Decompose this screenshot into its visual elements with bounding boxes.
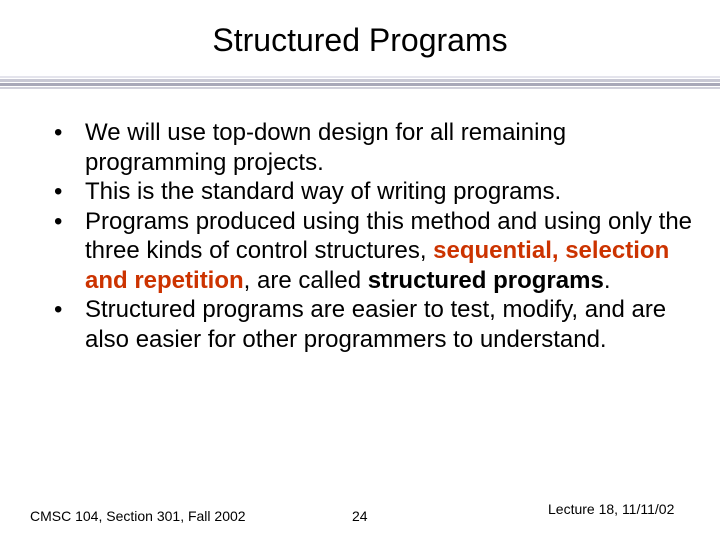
bullet-text-before: Programs produced using this method and using only the three kinds of control structures, xyxy=(85,207,693,264)
control-structures-highlight: sequential, selection and repetition xyxy=(85,237,670,294)
bullet-dot: • xyxy=(54,178,63,205)
structured-programs-term: structured programs xyxy=(367,266,604,294)
bullet-text: We will use top-down design for all remaining programming projects. xyxy=(85,119,567,176)
bullet-item xyxy=(54,177,694,207)
bullet-dot: • xyxy=(54,119,63,146)
footer-lecture: Lecture 18, 11/11/02 xyxy=(548,501,675,517)
bullet-text-after: . xyxy=(603,266,611,294)
bullet-text: This is the standard way of writing programs. xyxy=(85,178,562,205)
bullet-text: Structured programs are easier to test, modify, and are also easier for other programmers to understand. xyxy=(85,296,667,353)
title-divider xyxy=(0,76,720,92)
bullet-list xyxy=(54,118,694,354)
bullet-text-middle: , are called xyxy=(243,266,368,294)
bullet-item xyxy=(54,207,694,296)
footer-page-number: 24 xyxy=(352,508,368,524)
bullet-dot: • xyxy=(54,296,63,323)
bullet-item xyxy=(54,118,694,177)
footer-course: CMSC 104, Section 301, Fall 2002 xyxy=(30,508,246,524)
bullet-dot: • xyxy=(54,207,63,235)
slide-title: Structured Programs xyxy=(212,22,508,58)
bullet-item xyxy=(54,295,694,354)
